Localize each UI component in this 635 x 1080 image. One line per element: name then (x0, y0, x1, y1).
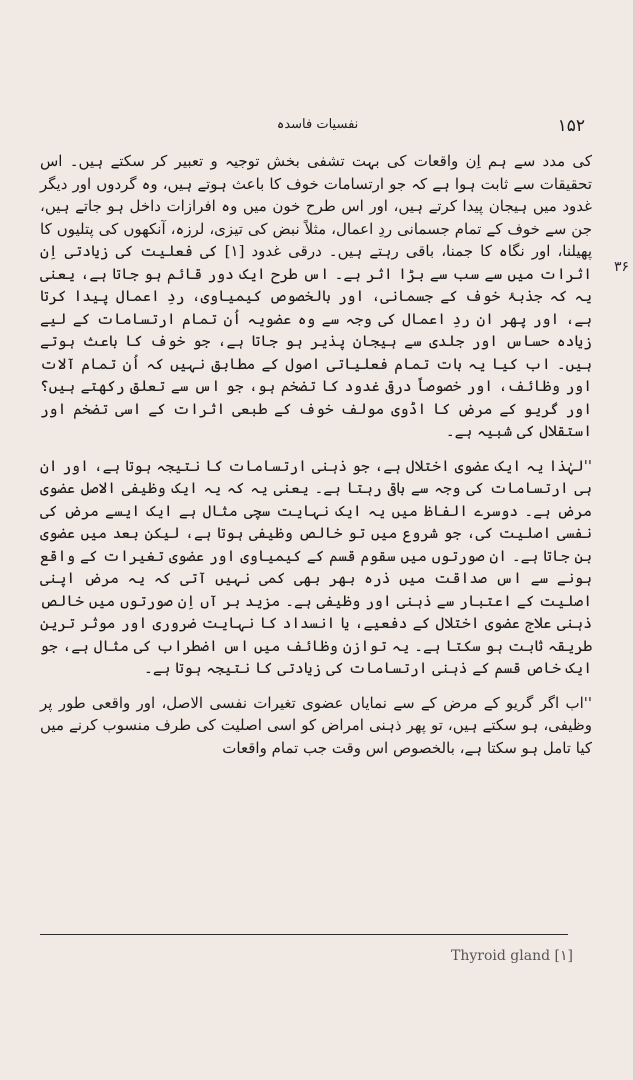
running-header (0, 116, 635, 138)
page-number: ۱۵۲ (557, 116, 585, 136)
body-text (40, 150, 592, 759)
running-title: نفسیات فاسدہ (276, 117, 359, 132)
margin-annotation: ۳۶ (613, 259, 629, 275)
footnote: [۱] Thyroid gland (451, 948, 573, 964)
paragraph-2: ''لہٰذا یہ ایک عضوی اختلال ہے، جو ذہنی ارتسامات کا نتیجہ ہوتا ہے، اور ان ہی ارتسامات کی وجہ سے باقی رہتا ہے۔ یعنی یہ کہ یہ ایک وظیفی الاصل عضوی مرض ہے۔ دوسرے الفاظ میں یہ ایک نہایت سچی مثال ہے ایک ایسے مرض کی نفسی اصلیت کی، جو شروع میں تو خالص وظیفی ہوتا ہے، لیکن بعد میں عضوی بن جاتا ہے۔ ان صورتوں میں سقوم قسم کے کیمیاوی اور عضوی تغیرات کے واقع ہونے سے اس صداقت میں ذرہ بھر بھی کمی نہیں آتی کہ یہ مرض اپنی اصلیت کے اعتبار سے ذہنی اور وظیفی ہے۔ مزید بر آں اِن صورتوں میں خالص ذہنی علاج عضوی اختلال کے دفعیے، یا انسداد کا نہایت ضروری اور موثر ترین طریقہ ثابت ہو سکتا ہے۔ یہ توازنِ وظائف میں اس اضطراب کی مثال ہے، جو ایک خاص قسم کے ذہنی ارتسامات کی زیادتی کا نتیجہ ہوتا ہے۔ (40, 456, 592, 677)
paragraph-1: کی مدد سے ہم اِن واقعات کی بہت تشفی بخش توجیہ و تعبیر کر سکتے ہیں۔ اس تحقیقات سے ثابت ہوا ہے کہ جو ارتسامات خوف کا باعث ہوتے ہیں، وہ گردوں اور دیگر غدود میں ہیجان پیدا کرتے ہیں، اور اس طرح خون میں وہ افرازات داخل ہو جاتے ہیں، جن سے خوف کے تمام جسمانی ردِ اعمال، مثلاً نبض کی تیزی، لرزہ، آنکھوں کی پتلیوں کا پھیلنا، اور نگاہ کا جمنا، باقی رہتے ہیں۔ درقی غدود [۱] کی فعلیت کی زیادتی اِن اثرات میں سے سب سے بڑا اثر ہے۔ اس طرح ایک دور قائم ہو جاتا ہے، یعنی یہ کہ جذبۂ خوف کے جسمانی، اور بالخصوص کیمیاوی، ردِ اعمال پیدا کرتا ہے، اور پھر ان ردِ اعمال کی وجہ سے وہ عضویہ اُن تمام ارتسامات کے لیے زیادہ حساس اور جلدی سے ہیجان پذیر ہو جاتا ہے، جو خوف کا باعث ہوتے ہیں۔ اب کیا یہ بات تمام فعلیاتی اصول کے مطابق نہیں کہ اُن تمام آلات اور وظائف، اور خصوصاً درقی غدود کا تضخم ہو، جو اس سے تعلق رکھتے ہیں؟ اور گریو کے مرض کا اڈوی مولف خوف کے طبعی اثرات کے اسی تضخم اور استقلال کی شبیہ ہے۔ (40, 152, 592, 440)
footnote-divider (40, 934, 568, 935)
paragraph-3: ''اب اگر گریو کے مرض کے سے نمایاں عضوی تغیرات نفسی الاصل، اور واقعی طور پر وظیفی، ہو سکتے ہیں، تو پھر ذہنی امراض کو اسی اصلیت کی طرف منسوب کرنے میں کیا تامل ہو سکتا ہے، بالخصوص اس وقت جب تمام واقعات (40, 693, 592, 757)
